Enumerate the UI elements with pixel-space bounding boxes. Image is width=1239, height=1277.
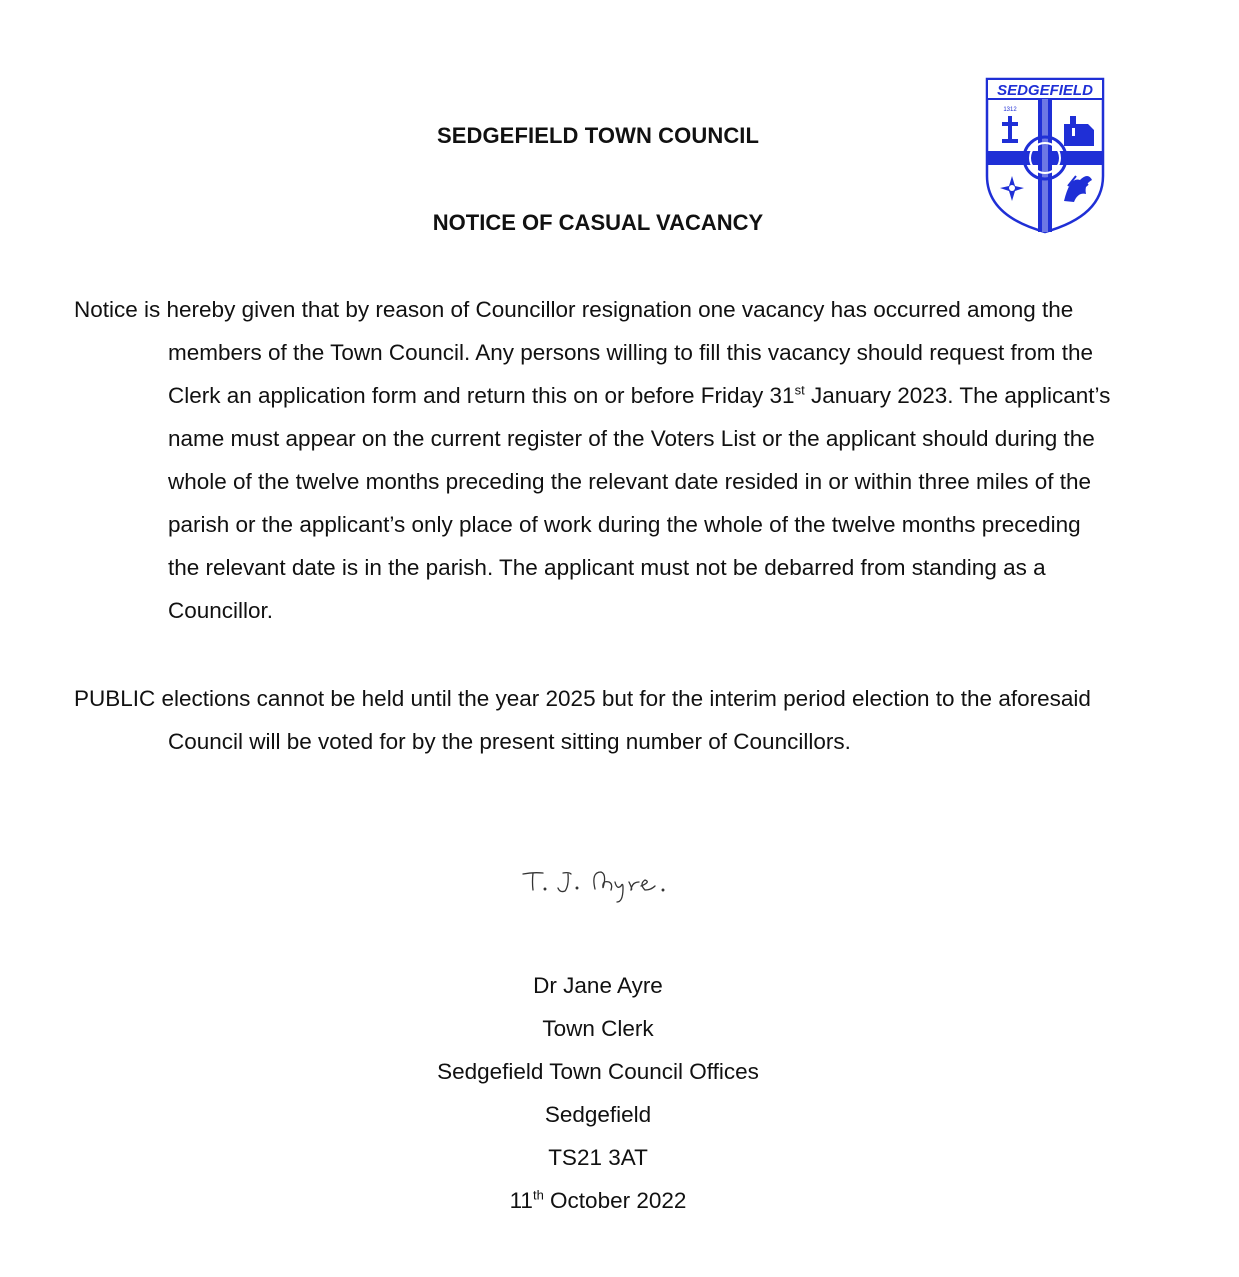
office-postcode: TS21 3AT: [548, 1145, 648, 1170]
office-name: Sedgefield Town Council Offices: [437, 1059, 759, 1084]
date-ordinal-suffix: st: [794, 382, 805, 398]
vacancy-notice-paragraph: [74, 288, 1113, 632]
vacancy-notice-text-1: Notice is hereby given that by reason of Councillor resignation one vacancy has occurred among the members of the Town Council. Any persons willing to fill this vacancy should request from the Clerk an application form and return this on or before Friday 31: [74, 297, 1094, 408]
office-town: Sedgefield: [544, 1102, 652, 1127]
election-notice-paragraph: PUBLIC elections cannot be held until the year 2025 but for the interim period election to the aforesaid Council will be voted for by the present sitting number of Councillors.: [74, 686, 1091, 754]
vacancy-notice-text-2: January 2023. The applicant’s name must appear on the current register of the Voters List or the applicant should during the whole of the twelve months preceding the relevant date resided in or within three miles of the parish or the applicant’s only place of work during the whole of the twelve months preceding the relevant date is in the parish. The applicant must not be debarred from standing as a Councillor.: [168, 383, 1111, 623]
notice-date-day: 11: [509, 1188, 533, 1213]
handwritten-signature: [515, 860, 685, 920]
notice-date: [398, 1179, 798, 1222]
clerk-title: Town Clerk: [542, 1016, 654, 1041]
notice-title: NOTICE OF CASUAL VACANCY: [432, 210, 764, 235]
council-name: SEDGEFIELD TOWN COUNCIL: [436, 123, 760, 148]
council-crest-icon: [984, 76, 1106, 234]
crest-banner-text: SEDGEFIELD: [997, 82, 1093, 99]
clerk-name: Dr Jane Ayre: [533, 973, 663, 998]
notice-date-rest: October 2022: [543, 1188, 687, 1213]
crest-year-text: 1312: [1003, 107, 1017, 113]
signature-block: [398, 964, 798, 1222]
notice-date-suffix: th: [532, 1187, 544, 1203]
